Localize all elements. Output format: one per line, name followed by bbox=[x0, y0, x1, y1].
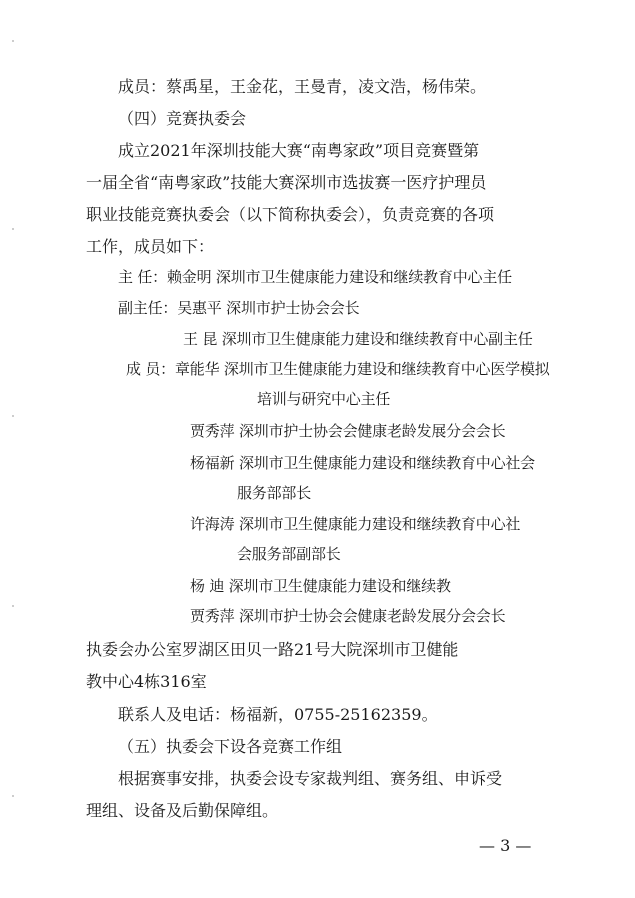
committee-vice-chair: 副主任：吴惠平 深圳市护士协会会长 bbox=[118, 299, 360, 317]
paragraph-line: 一届全省“南粤家政”技能大赛深圳市选拔赛一医疗护理员 bbox=[86, 173, 487, 192]
committee-member: 杨福新 深圳市卫生健康能力建设和继续教育中心社会 bbox=[190, 454, 535, 472]
scan-mark bbox=[12, 795, 14, 797]
section-heading-four: （四）竞赛执委会 bbox=[118, 109, 247, 128]
section-heading-five: （五）执委会下设各竞赛工作组 bbox=[118, 737, 343, 756]
committee-member: 杨 迪 深圳市卫生健康能力建设和继续教 bbox=[190, 577, 451, 595]
paragraph-line: 工作，成员如下： bbox=[86, 237, 215, 256]
paragraph-line: 成立2021年深圳技能大赛“南粤家政”项目竞赛暨第 bbox=[118, 141, 480, 160]
members-line: 成员：蔡禹星，王金花，王曼青，凌文浩，杨伟荣。 bbox=[118, 77, 487, 96]
committee-vice-chair: 王 昆 深圳市卫生健康能力建设和继续教育中心副主任 bbox=[183, 330, 533, 348]
committee-member: 贾秀萍 深圳市护士协会会健康老龄发展分会会长 bbox=[190, 422, 506, 440]
committee-member-continued: 服务部部长 bbox=[237, 484, 312, 502]
scan-mark bbox=[12, 40, 14, 42]
committee-member: 许海涛 深圳市卫生健康能力建设和继续教育中心社 bbox=[190, 515, 521, 533]
office-address-line: 教中心4栋316室 bbox=[86, 672, 207, 691]
scan-mark bbox=[12, 228, 14, 230]
paragraph-line: 职业技能竞赛执委会（以下简称执委会），负责竞赛的各项 bbox=[86, 205, 495, 224]
committee-member-continued: 培训与研究中心主任 bbox=[257, 390, 391, 408]
contact-line: 联系人及电话：杨福新，0755-25162359。 bbox=[118, 705, 438, 724]
committee-member: 成 员：章能华 深圳市卫生健康能力建设和继续教育中心医学模拟 bbox=[126, 360, 550, 378]
paragraph-line: 根据赛事安排，执委会设专家裁判组、赛务组、申诉受 bbox=[118, 769, 503, 788]
committee-chair: 主 任：赖金明 深圳市卫生健康能力建设和继续教育中心主任 bbox=[118, 268, 512, 286]
office-address-line: 执委会办公室罗湖区田贝一路21号大院深圳市卫健能 bbox=[86, 640, 459, 659]
scan-mark bbox=[12, 605, 14, 607]
page-number: — 3 — bbox=[479, 836, 532, 855]
committee-member-continued: 会服务部副部长 bbox=[237, 545, 341, 563]
scan-mark bbox=[12, 415, 14, 417]
committee-member: 贾秀萍 深圳市护士协会会健康老龄发展分会会长 bbox=[190, 607, 506, 625]
paragraph-line: 理组、设备及后勤保障组。 bbox=[86, 801, 279, 820]
